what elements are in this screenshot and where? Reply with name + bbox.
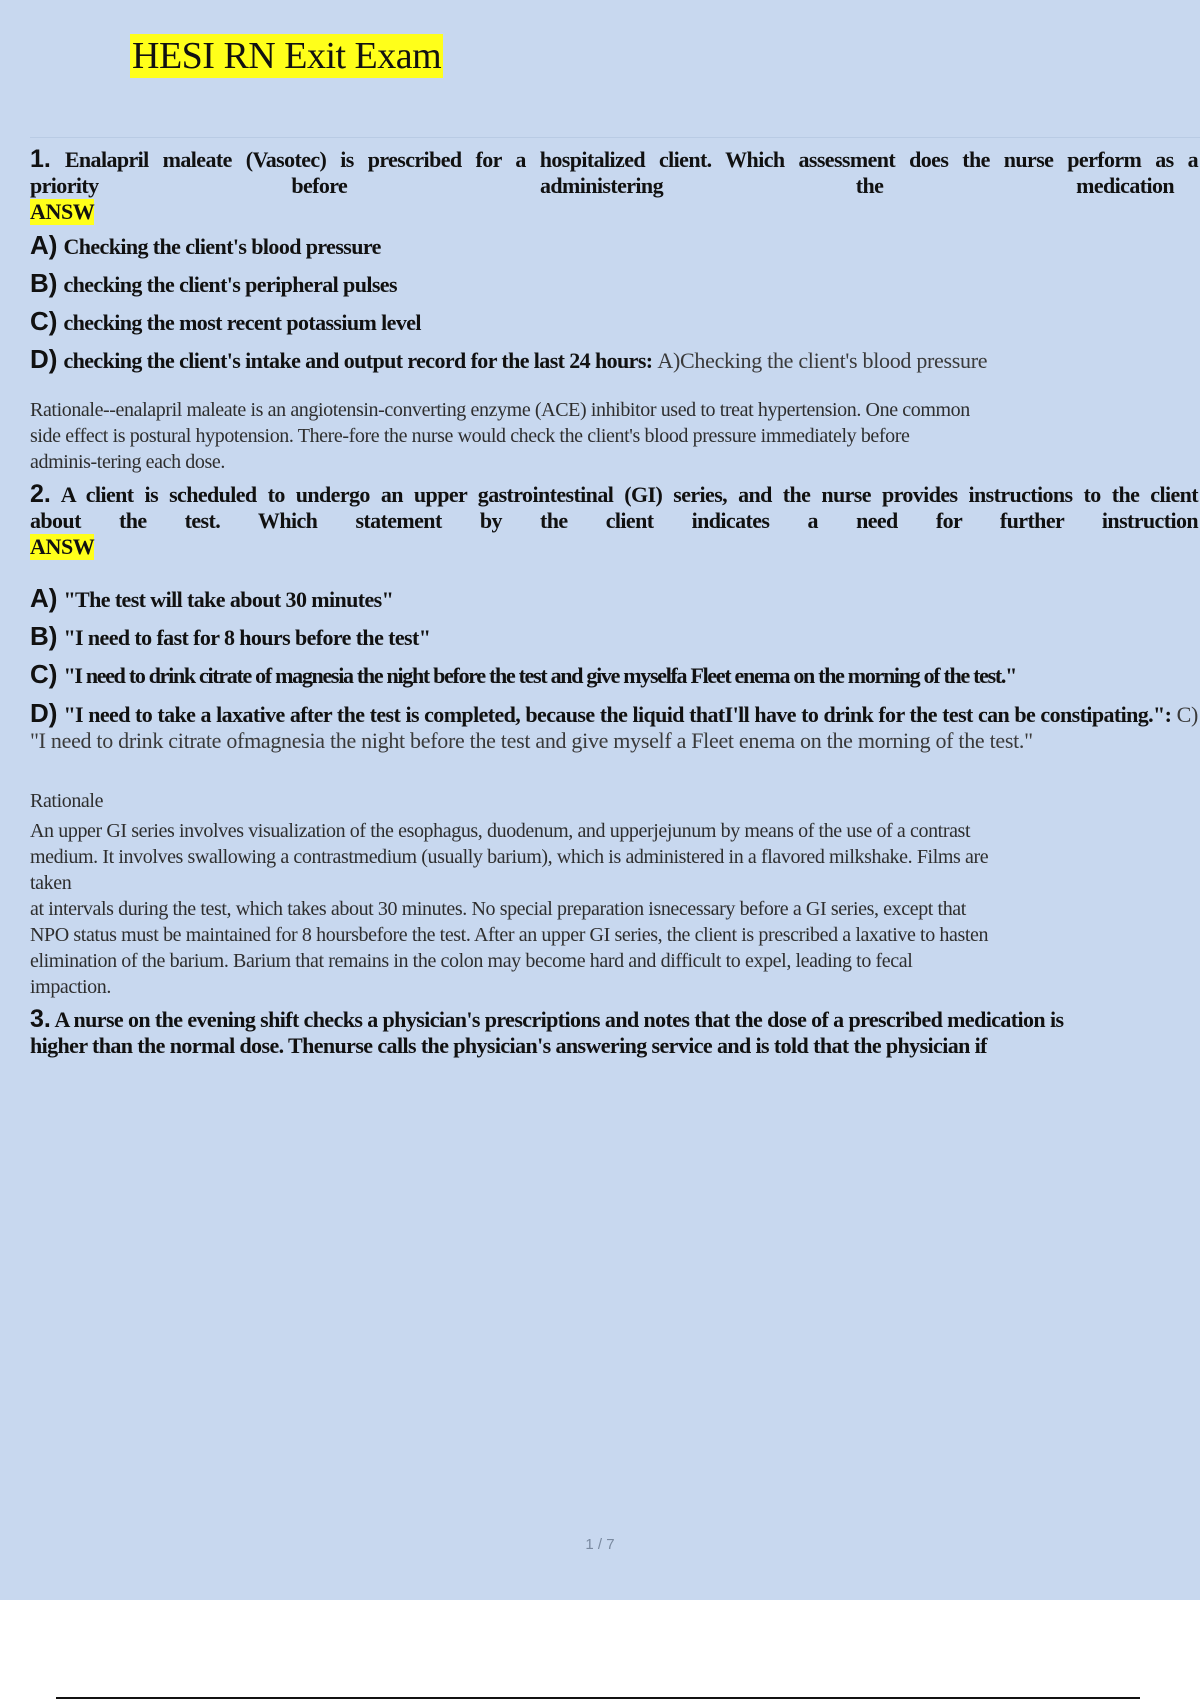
- document-body: [30, 146, 1198, 1059]
- option-text: checking the most recent potassium level: [63, 310, 421, 335]
- question-1-stem-line-2: [30, 173, 1174, 199]
- rationale-line: at intervals during the test, which takes about 30 minutes. No special preparation isnecessary before a GI series, except that: [30, 898, 966, 920]
- option-text: Checking the client's blood pressure: [63, 234, 381, 259]
- document-title: HESI RN Exit Exam: [132, 35, 442, 77]
- question-3-text-line-2: higher than the normal dose. Thenurse calls the physician's answering service and is told that the physician if: [30, 1033, 987, 1058]
- question-1-answ-label: ANSW: [30, 199, 95, 224]
- question-1-text-line-2: priority before administering the medication: [30, 173, 1174, 198]
- option-letter: D): [30, 698, 58, 728]
- question-1-option-b: [30, 265, 1198, 303]
- question-1-text-line-1: Enalapril maleate (Vasotec) is prescribed for a hospitalized client. Which assessment does the nurse perform as a: [64, 147, 1198, 172]
- rationale-line: side effect is postural hypotension. There-fore the nurse would check the client's blood pressure immediately before: [30, 425, 910, 447]
- option-letter: B): [30, 621, 58, 651]
- question-1-number: 1.: [30, 145, 51, 173]
- page-number: 1 / 7: [585, 1536, 615, 1553]
- question-1-answer: A)Checking the client's blood pressure: [657, 348, 988, 373]
- option-text: "The test will take about 30 minutes": [63, 587, 394, 612]
- option-letter: B): [30, 268, 58, 298]
- option-letter: C): [30, 306, 58, 336]
- rationale-line: impaction.: [30, 976, 111, 998]
- question-2-option-a: [30, 580, 1198, 618]
- question-2-answer: C) "I need to drink citrate ofmagnesia the night before the test and give myself a Fleet enema on the morning of the test.": [30, 702, 1199, 753]
- question-3-text-line-1: A nurse on the evening shift checks a physician's prescriptions and notes that the dose of a prescribed medication is: [54, 1007, 1064, 1032]
- option-text: checking the client's intake and output record for the last 24 hours:: [63, 348, 653, 373]
- question-2-number: 2.: [30, 480, 51, 508]
- rationale-heading: Rationale: [30, 790, 104, 812]
- question-3-stem-line-2: [30, 1033, 1198, 1059]
- question-2: [30, 481, 1198, 1000]
- rationale-line: An upper GI series involves visualization of the esophagus, duodenum, and upperjejunum by means of the use of a contrast: [30, 820, 971, 842]
- question-2-text-line-1: A client is scheduled to undergo an upper gastrointestinal (GI) series, and the nurse provides instructions to the client: [60, 482, 1199, 507]
- question-2-stem-line-1: [30, 481, 1198, 508]
- question-2-rationale: [30, 788, 1198, 1000]
- question-1-options: [30, 227, 1198, 379]
- option-letter: C): [30, 659, 58, 689]
- option-text: "I need to drink citrate of magnesia the night before the test and give myselfa Fleet enema on the morning of the test.": [63, 663, 1017, 688]
- question-2-option-d: [30, 700, 1198, 754]
- question-1-option-c: [30, 303, 1198, 341]
- question-2-option-c: [30, 656, 1198, 694]
- question-2-answ-label: ANSW: [30, 534, 95, 559]
- rationale-line: medium. It involves swallowing a contrastmedium (usually barium), which is administered in a flavored milkshake. Films are: [30, 846, 989, 868]
- footer-divider: [56, 1697, 1140, 1699]
- question-1-option-a: [30, 227, 1198, 265]
- header-divider: [30, 137, 1200, 138]
- option-letter: D): [30, 344, 58, 374]
- rationale-line: adminis-tering each dose.: [30, 451, 225, 473]
- option-letter: A): [30, 230, 58, 260]
- question-3-number: 3.: [30, 1005, 51, 1033]
- rationale-line: elimination of the barium. Barium that remains in the colon may become hard and difficult to expel, leading to fecal: [30, 950, 913, 972]
- rationale-line: NPO status must be maintained for 8 hoursbefore the test. After an upper GI series, the client is prescribed a laxative to hasten: [30, 924, 989, 946]
- option-text: "I need to take a laxative after the test is completed, because the liquid thatI'll have to drink for the test can be constipating.":: [63, 702, 1172, 727]
- question-2-option-b: [30, 618, 1198, 656]
- question-2-text-line-2: about the test. Which statement by the client indicates a need for further instruction: [30, 508, 1198, 533]
- question-1-rationale: [30, 397, 1198, 475]
- question-1-option-d: [30, 341, 1198, 379]
- rationale-line: Rationale--enalapril maleate is an angiotensin-converting enzyme (ACE) inhibitor used to treat hypertension. One common: [30, 399, 970, 421]
- option-text: checking the client's peripheral pulses: [63, 272, 397, 297]
- question-3: [30, 1006, 1198, 1059]
- option-letter: A): [30, 583, 58, 613]
- rationale-line: taken: [30, 872, 72, 894]
- question-3-stem-line-1: [30, 1006, 1198, 1033]
- option-text: "I need to fast for 8 hours before the test": [63, 625, 431, 650]
- question-1-stem-line-1: [30, 146, 1198, 173]
- question-1: [30, 146, 1198, 475]
- question-2-options: [30, 580, 1198, 754]
- question-2-stem-line-2: [30, 508, 1198, 534]
